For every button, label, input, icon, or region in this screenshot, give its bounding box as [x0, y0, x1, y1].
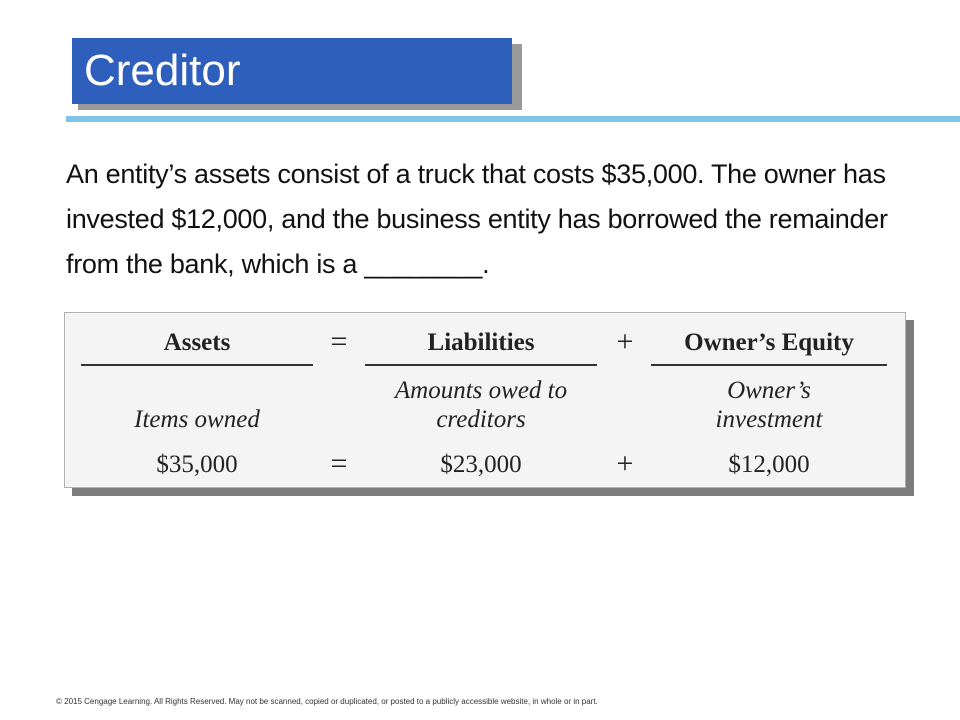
accounting-equation-panel — [64, 312, 906, 488]
header-equals-sign: = — [330, 325, 348, 358]
equity-value: $12,000 — [728, 451, 810, 478]
header-owners-equity: Owner’s Equity — [684, 329, 854, 356]
title-box — [72, 38, 512, 104]
slide-title: Creditor — [84, 46, 241, 95]
copyright-footer: © 2015 Cengage Learning. All Rights Reserved. May not be scanned, copied or duplicated, or posted to a publicly accessible website, in whole or in part. — [56, 697, 598, 706]
liabilities-underline — [365, 364, 597, 366]
equity-underline — [651, 364, 887, 366]
value-plus-sign: + — [616, 447, 634, 480]
equity-description-line2: investment — [715, 406, 823, 433]
liabilities-description-line2: creditors — [436, 406, 526, 433]
equity-description-line1: Owner’s — [727, 377, 811, 404]
header-assets: Assets — [163, 329, 231, 356]
title-rule — [66, 116, 960, 122]
header-plus-sign: + — [616, 325, 634, 358]
assets-value: $35,000 — [156, 451, 238, 478]
value-equals-sign: = — [330, 447, 348, 480]
assets-description: Items owned — [134, 406, 260, 433]
liabilities-description-line1: Amounts owed to — [394, 377, 568, 404]
liabilities-value: $23,000 — [440, 451, 522, 478]
assets-underline — [81, 364, 313, 366]
header-liabilities: Liabilities — [427, 329, 535, 356]
question-text: An entity’s assets consist of a truck that costs $35,000. The owner has invested $12,000, and the business entity has borrowed the remainder from the bank, which is a ________. — [66, 159, 888, 279]
